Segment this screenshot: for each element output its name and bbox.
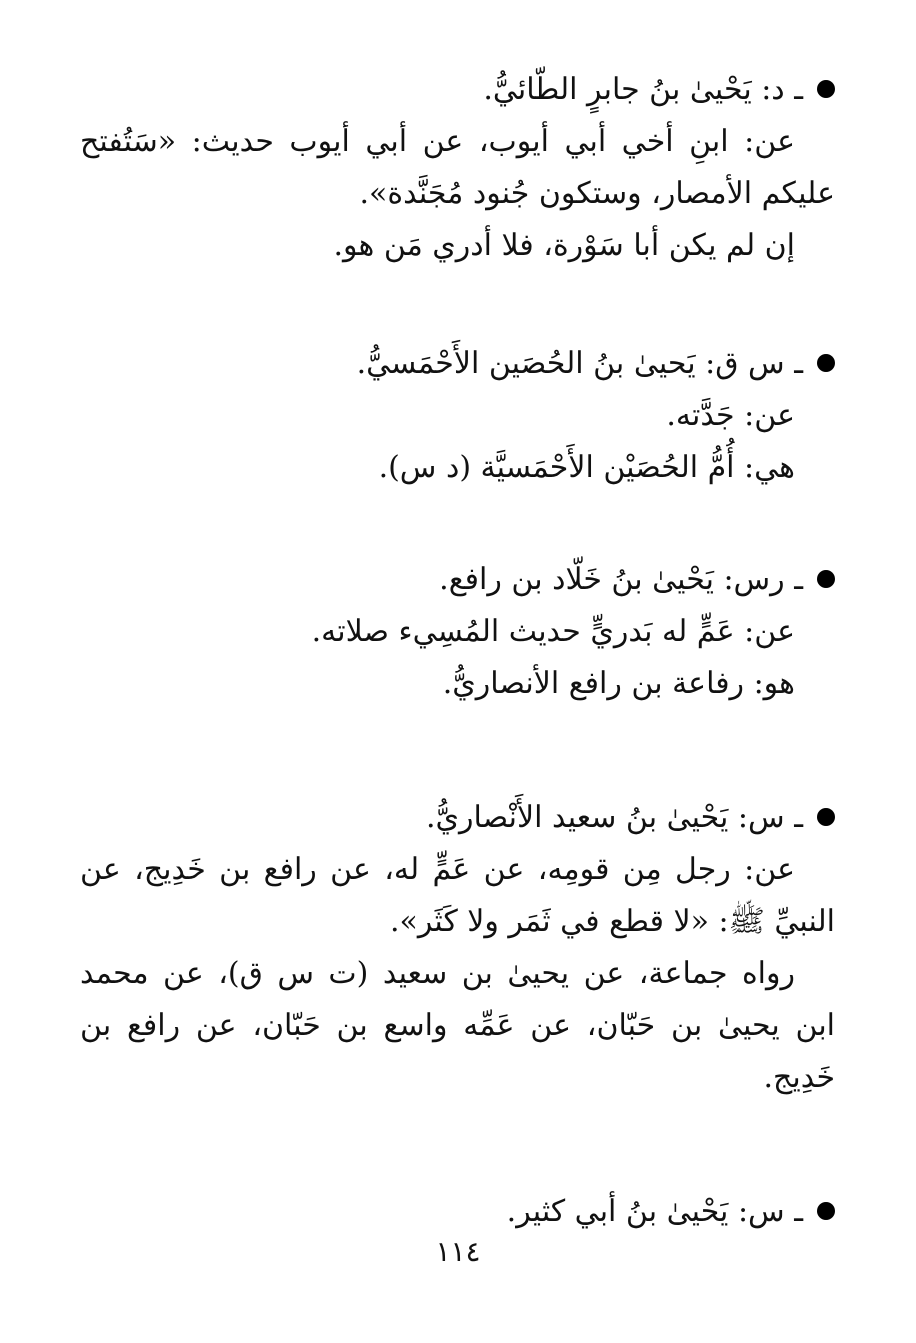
entry-yahya-ibn-jabir [80, 64, 835, 272]
entry-line: رواه جماعة، عن يحيىٰ بن سعيد (ت س ق)، عن محمد [80, 956, 795, 991]
entry-line: عن: عَمٍّ له بَدريٍّ حديث المُسِيء صلاته. [311, 614, 795, 649]
entry-heading [80, 554, 835, 606]
entry-line: عن: رجل مِن قومِه، عن عَمٍّ له، عن رافع بن خَدِيج، عن [80, 852, 795, 887]
heading-text: ـ س ق: يَحيىٰ بنُ الحُصَين الأَحْمَسيُّ. [356, 346, 803, 381]
entry-yahya-ibn-said [80, 792, 835, 1104]
entry-line: عليكم الأمصار، وستكون جُنود مُجَنَّدة». [359, 176, 835, 211]
entry-yahya-ibn-abi-kathir [80, 1186, 835, 1238]
entry-yahya-ibn-khallad [80, 554, 835, 710]
entry-line: ابن يحيىٰ بن حَبّان، عن عَمِّه واسع بن حَبّان، عن رافع بن [80, 1008, 835, 1043]
bullet-icon [817, 1202, 835, 1220]
entry-heading [80, 1186, 835, 1238]
entry-heading [80, 792, 835, 844]
page-number: ١١٤ [435, 1235, 481, 1268]
entry-line: عن: جَدَّته. [666, 398, 795, 433]
entry-line: هي: أُمُّ الحُصَيْن الأَحْمَسيَّة (د س). [378, 450, 795, 485]
entry-yahya-ibn-al-husayn [80, 338, 835, 494]
entry-line: النبيِّ ﷺ: «لا قطع في ثَمَر ولا كَثَر». [389, 904, 835, 939]
entry-heading [80, 64, 835, 116]
entry-heading [80, 338, 835, 390]
bullet-icon [817, 808, 835, 826]
heading-text: ـ س: يَحْيىٰ بنُ سعيد الأَنْصاريُّ. [425, 800, 803, 835]
entry-line: إن لم يكن أبا سَوْرة، فلا أدري مَن هو. [333, 228, 795, 263]
bullet-icon [817, 354, 835, 372]
heading-text: ـ رس: يَحْيىٰ بنُ خَلّاد بن رافع. [439, 562, 803, 597]
entry-line: خَدِيج. [763, 1060, 835, 1095]
entry-line: هو: رفاعة بن رافع الأنصاريُّ. [442, 666, 795, 701]
bullet-icon [817, 570, 835, 588]
heading-text: ـ د: يَحْيىٰ بنُ جابرٍ الطّائيُّ. [483, 72, 803, 107]
heading-text: ـ س: يَحْيىٰ بنُ أبي كثير. [506, 1194, 803, 1229]
entry-line: عن: ابنِ أخي أبي أيوب، عن أبي أيوب حديث: «سَتُفتح [80, 124, 795, 159]
bullet-icon [817, 80, 835, 98]
